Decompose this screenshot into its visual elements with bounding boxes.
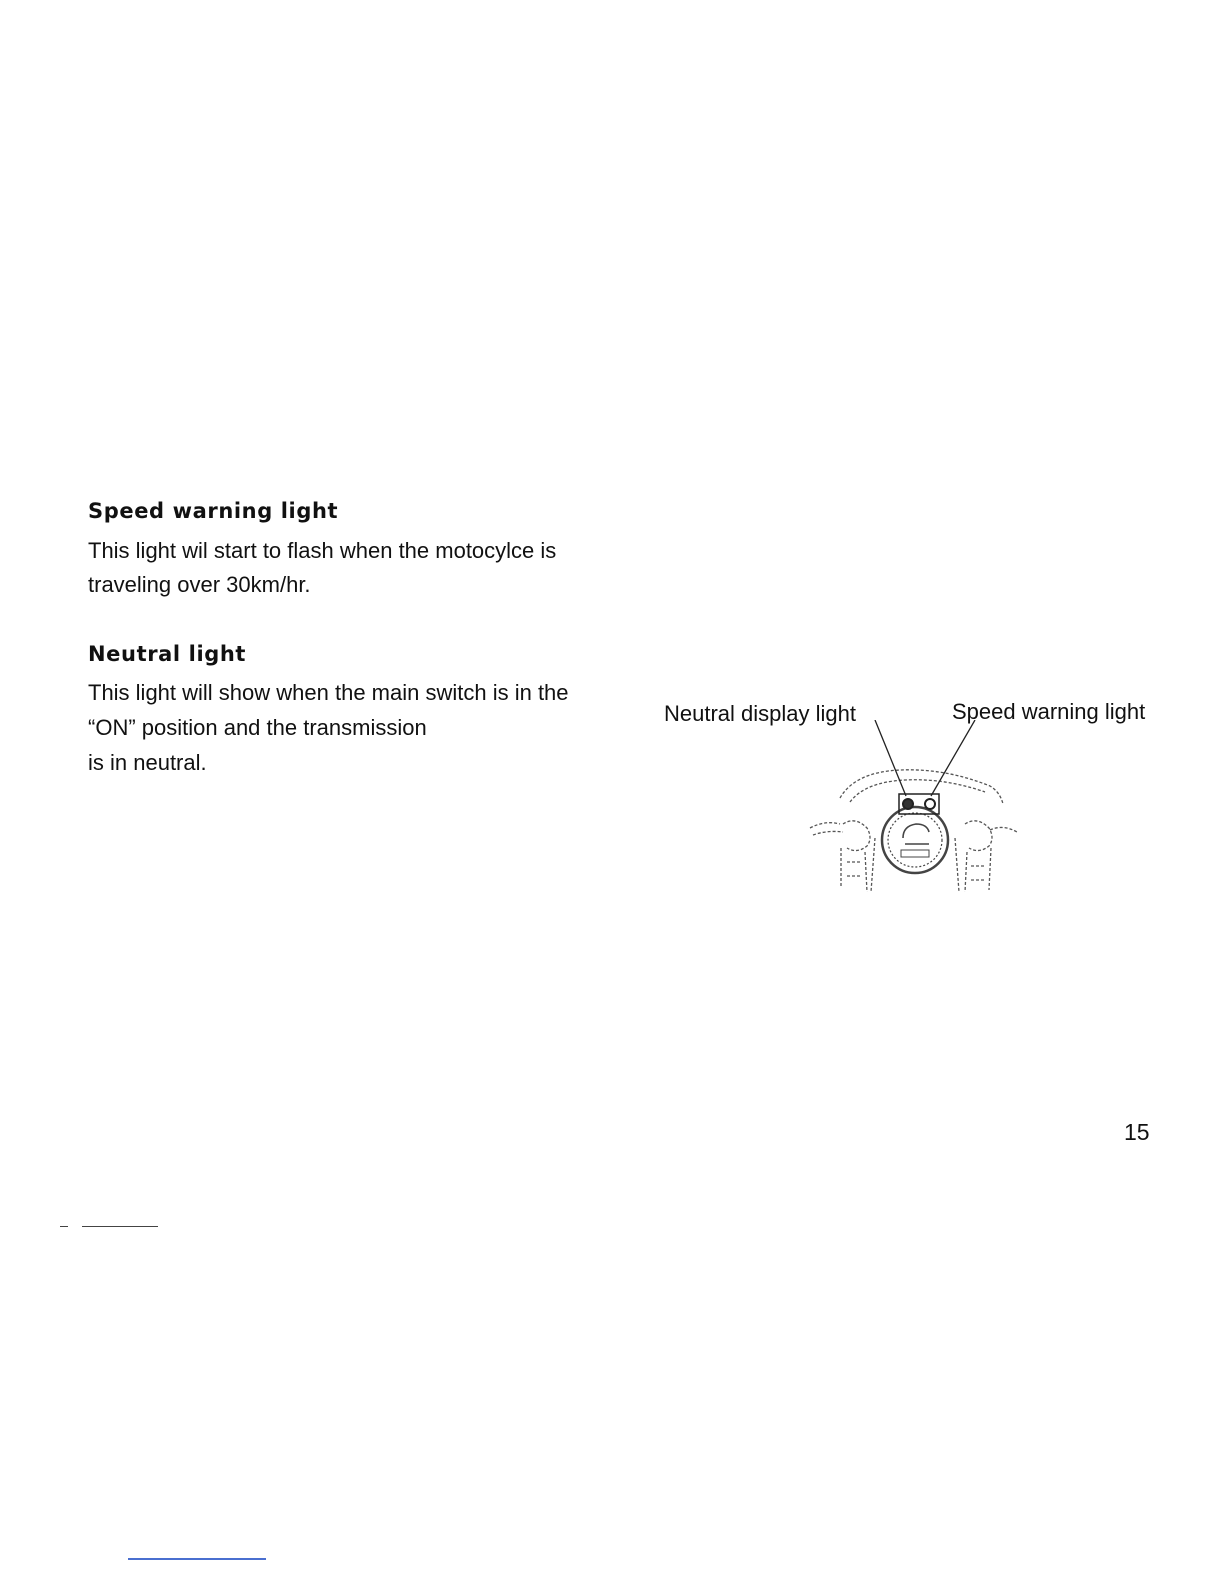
neutral-light-text-line-2: “ON” position and the transmission [88, 715, 427, 740]
neutral-display-light-label: Neutral display light [664, 701, 856, 726]
handlebar-illustration [795, 720, 1035, 900]
neutral-light-text-line-1: This light will show when the main switch is in the [88, 680, 569, 705]
page-number: 15 [1124, 1119, 1150, 1145]
scan-artifact [60, 1226, 68, 1227]
handlebar-drawing [795, 720, 1035, 900]
scan-artifact [82, 1226, 158, 1227]
neutral-light-text-line-3: is in neutral. [88, 750, 207, 775]
speed-warning-light-heading: Speed warning light [88, 499, 339, 523]
neutral-light-heading: Neutral light [88, 642, 247, 666]
speed-warning-light-label: Speed warning light [952, 699, 1146, 724]
speed-warning-light-text-line-2: traveling over 30km/hr. [88, 572, 311, 597]
scan-artifact [128, 1558, 266, 1560]
speed-warning-light-text-line-1: This light wil start to flash when the motocylce is [88, 538, 557, 563]
